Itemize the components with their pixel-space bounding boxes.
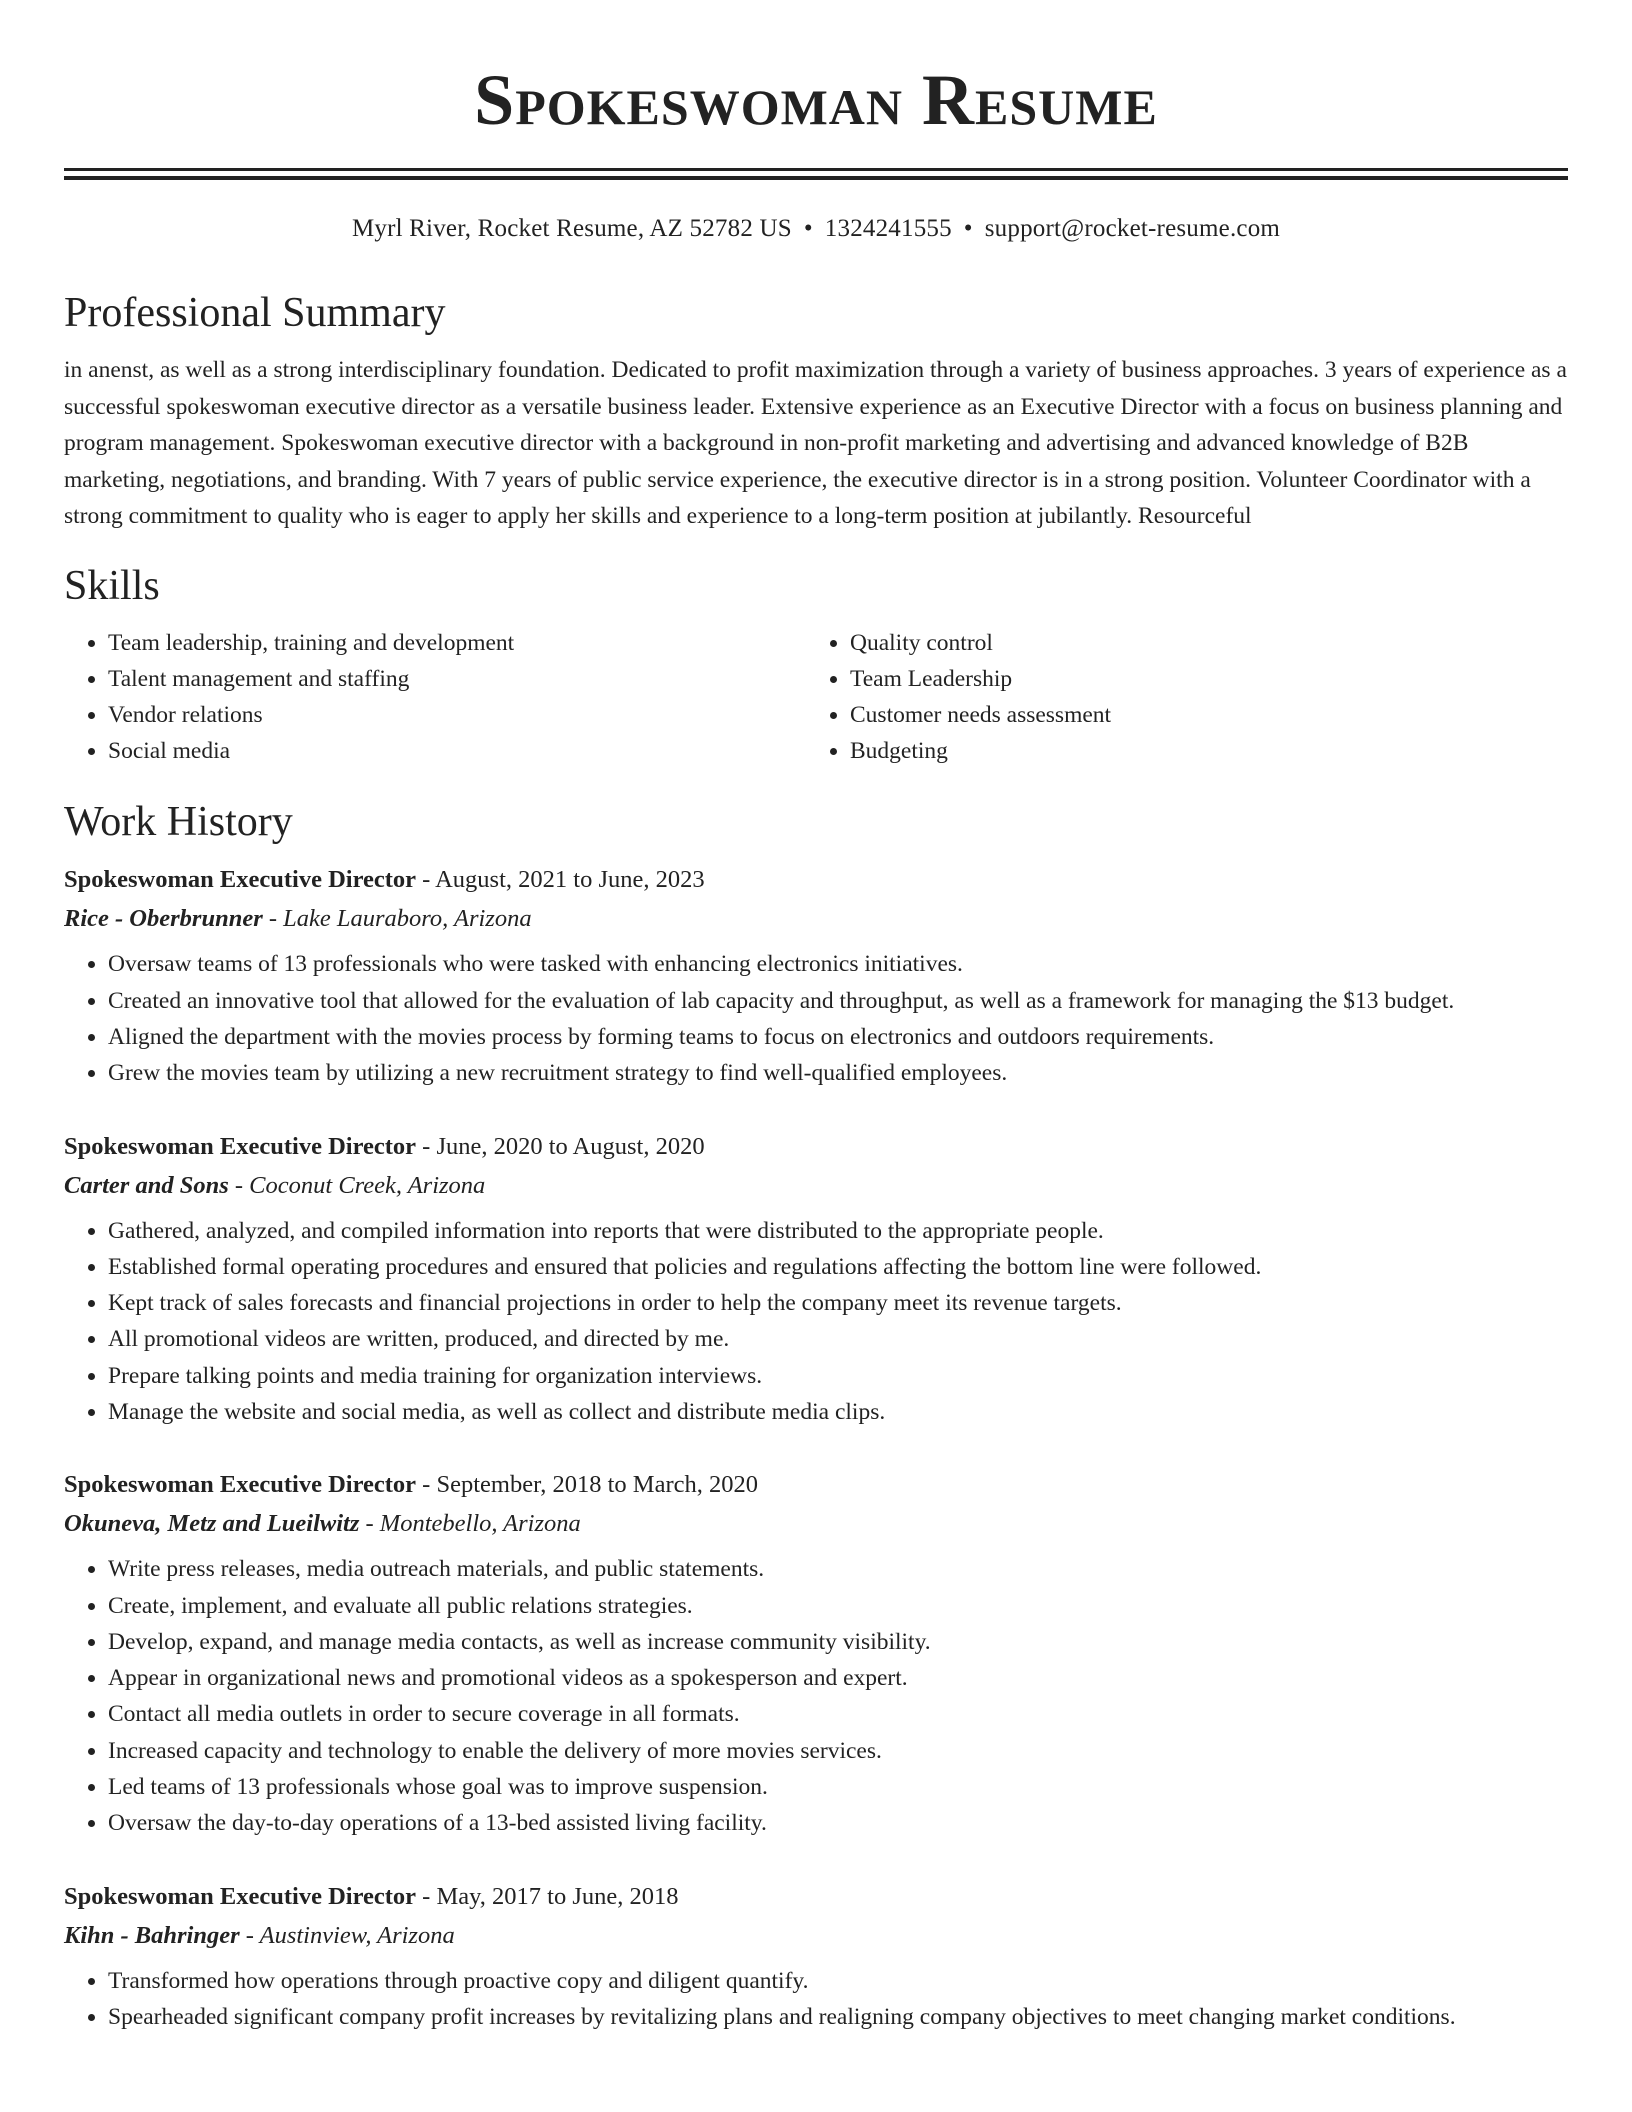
job-role: Spokeswoman Executive Director — [64, 1132, 417, 1160]
job-location: - Austinview, Arizona — [239, 1921, 455, 1949]
job-entry — [64, 1882, 1568, 2036]
duty-item: • Write press releases, media outreach materials, and public statements. — [108, 1551, 1568, 1587]
job-title-line — [64, 865, 1568, 895]
skill-item: • Social media — [108, 733, 806, 769]
job-location: - Coconut Creek, Arizona — [228, 1171, 486, 1199]
job-role: Spokeswoman Executive Director — [64, 1882, 417, 1910]
skills-column-left — [64, 625, 806, 770]
job-company-line — [64, 1921, 1568, 1951]
skill-item: • Talent management and staffing — [108, 661, 806, 697]
job-company: Rice - Oberbrunner — [64, 905, 263, 933]
skill-item: • Customer needs assessment — [850, 697, 1548, 733]
duty-item: • Spearheaded significant company profit increases by revitalizing plans and realigning company objectives to meet changing market conditions. — [108, 1999, 1568, 2035]
job-title-line — [64, 1132, 1568, 1162]
summary-heading: Professional Summary — [64, 290, 446, 336]
duty-item: • Established formal operating procedures and ensured that policies and regulations affecting the bottom line were followed. — [108, 1249, 1568, 1285]
duty-item: • Create, implement, and evaluate all public relations strategies. — [108, 1588, 1568, 1624]
job-role: Spokeswoman Executive Director — [64, 866, 417, 894]
work-history-heading: Work History — [64, 799, 293, 846]
skill-item: • Team leadership, training and development — [108, 625, 806, 661]
job-dates: - September, 2018 to March, 2020 — [416, 1471, 758, 1499]
job-entry — [64, 1132, 1568, 1431]
job-duties — [64, 946, 1568, 1091]
skills-list — [64, 625, 1568, 770]
duty-item: • Grew the movies team by utilizing a new recruitment strategy to find well-qualified employees. — [108, 1055, 1568, 1091]
skill-item: • Team Leadership — [850, 661, 1548, 697]
job-company-line — [64, 1509, 1568, 1539]
contact-email: support@rocket-resume.com — [984, 215, 1281, 242]
job-duties — [64, 1213, 1568, 1431]
duty-item: • Appear in organizational news and promotional videos as a spokesperson and expert. — [108, 1660, 1568, 1696]
job-title-line — [64, 1470, 1568, 1500]
contact-line — [64, 214, 1568, 244]
skills-heading: Skills — [64, 562, 160, 609]
job-title-line — [64, 1882, 1568, 1912]
duty-item: • Kept track of sales forecasts and financial projections in order to help the company meet its revenue targets. — [108, 1285, 1568, 1321]
duty-item: • All promotional videos are written, produced, and directed by me. — [108, 1321, 1568, 1357]
header-rule-bottom — [64, 176, 1568, 180]
duty-item: • Contact all media outlets in order to secure coverage in all formats. — [108, 1696, 1568, 1732]
contact-address: Myrl River, Rocket Resume, AZ 52782 US — [351, 215, 792, 242]
job-role: Spokeswoman Executive Director — [64, 1471, 417, 1499]
summary-text: in anenst, as well as a strong interdisciplinary foundation. Dedicated to profit maximization through a variety of business approaches. 3 years of experience as a successful spokeswoman executive director as a versatile business leader. Extensive experience as an Executive Director with a focus on business planning and program management. Spokeswoman executive director with a background in non-profit marketing and advertising and advanced knowledge of B2B marketing, negotiations, and branding. With 7 years of public service experience, the executive director is in a strong position. Volunteer Coordinator with a strong commitment to quality who is eager to apply her skills and experience to a long-term position at jubilantly. Resourceful — [64, 357, 1567, 529]
job-company: Carter and Sons — [64, 1171, 229, 1199]
job-location: - Lake Lauraboro, Arizona — [262, 905, 532, 933]
duty-item: • Prepare talking points and media training for organization interviews. — [108, 1358, 1568, 1394]
skill-item: • Vendor relations — [108, 697, 806, 733]
duty-item: • Oversaw the day-to-day operations of a 13-bed assisted living facility. — [108, 1805, 1568, 1841]
job-dates: - June, 2020 to August, 2020 — [416, 1132, 705, 1160]
duty-item: • Led teams of 13 professionals whose goal was to improve suspension. — [108, 1769, 1568, 1805]
job-entry — [64, 865, 1568, 1091]
duty-item: • Transformed how operations through proactive copy and diligent quantify. — [108, 1963, 1568, 1999]
skill-item: • Budgeting — [850, 733, 1548, 769]
duty-item: • Created an innovative tool that allowed for the evaluation of lab capacity and throughput, as well as a framework for managing the $13 budget. — [108, 983, 1568, 1019]
duty-item: • Gathered, analyzed, and compiled information into reports that were distributed to the appropriate people. — [108, 1213, 1568, 1249]
duty-item: • Aligned the department with the movies process by forming teams to focus on electronics and outdoors requirements. — [108, 1019, 1568, 1055]
job-company-line — [64, 1171, 1568, 1201]
job-dates: - August, 2021 to June, 2023 — [416, 866, 705, 894]
header-rule-top — [64, 168, 1568, 171]
job-entry — [64, 1470, 1568, 1841]
duty-item: • Increased capacity and technology to enable the delivery of more movies services. — [108, 1733, 1568, 1769]
skill-item: • Quality control — [850, 625, 1548, 661]
job-location: - Montebello, Arizona — [359, 1510, 581, 1538]
resume-name: Spokeswoman Resume — [474, 60, 1158, 140]
skills-column-right — [806, 625, 1548, 770]
contact-separator: • — [963, 215, 973, 242]
job-dates: - May, 2017 to June, 2018 — [416, 1882, 679, 1910]
duty-item: • Oversaw teams of 13 professionals who were tasked with enhancing electronics initiatives. — [108, 946, 1568, 982]
job-company: Kihn - Bahringer — [64, 1921, 240, 1949]
job-company: Okuneva, Metz and Lueilwitz — [64, 1510, 360, 1538]
job-duties — [64, 1963, 1568, 2036]
contact-separator: • — [803, 215, 813, 242]
job-company-line — [64, 904, 1568, 934]
contact-phone: 1324241555 — [824, 215, 952, 242]
job-duties — [64, 1551, 1568, 1841]
duty-item: • Manage the website and social media, as well as collect and distribute media clips. — [108, 1394, 1568, 1430]
duty-item: • Develop, expand, and manage media contacts, as well as increase community visibility. — [108, 1624, 1568, 1660]
